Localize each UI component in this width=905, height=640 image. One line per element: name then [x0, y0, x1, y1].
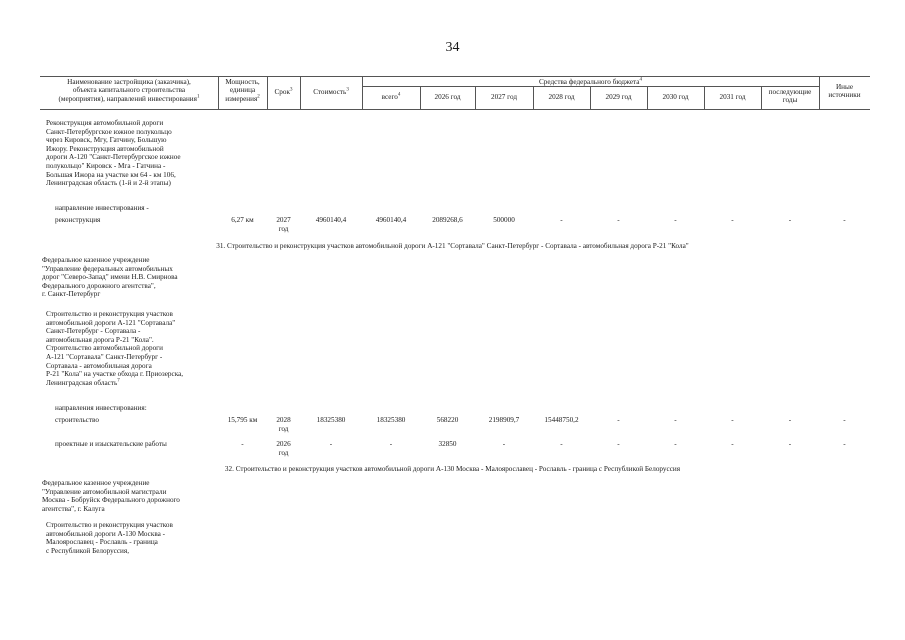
- row-2028: -: [560, 216, 563, 224]
- header-col-total-text: всего: [381, 93, 398, 101]
- row-2027: 500000: [493, 216, 515, 224]
- row-following: -: [788, 416, 792, 424]
- direction-label: направление инвестирования -: [55, 204, 149, 212]
- header-col-2030: 2030 год: [662, 93, 689, 101]
- row-cost: 18325380: [316, 416, 346, 424]
- object-description-text: Строительство и реконструкция участков автомобильной дороги А-121 "Сортавала" Санкт-Петербург - Сортавала - автомобильная дорога Р-21 "Кола". Строительство автомобильной дороги А-121 "Сортавала" Санкт-Петербург - Сортавала - автомобильная дорога Р-21 "Кола" на участке обхода г. Приозерска, Ленинградская область: [46, 310, 184, 387]
- header-col-2026: 2026 год: [434, 93, 461, 101]
- row-2026: 568220: [436, 416, 459, 424]
- row-cost: 4960140,4: [315, 216, 347, 224]
- header-col-capacity: [218, 78, 267, 103]
- section-title: 31. Строительство и реконструкция участков автомобильной дороги А-121 "Сортавала" Санкт-Петербург - Сортавала - автомобильная дорога Р-21 "Кола": [216, 242, 689, 250]
- footnote-mark: 2: [257, 94, 260, 100]
- row-2030: -: [674, 416, 677, 424]
- row-2028: 15448750,2: [544, 416, 579, 424]
- row-total: 18325380: [376, 416, 406, 424]
- row-2027: 2198909,7: [488, 416, 520, 424]
- header-federal-budget: [362, 78, 819, 86]
- row-total: -: [389, 440, 393, 448]
- header-col-term: [267, 88, 300, 96]
- header-col-2031: 2031 год: [719, 93, 746, 101]
- header-col-other: Иные источники: [828, 83, 861, 100]
- header-col-cost-text: Стоимость: [313, 88, 347, 96]
- footnote-mark: 7: [117, 378, 120, 384]
- object-description: [46, 310, 183, 387]
- header-col-term-text: Срок: [274, 88, 290, 96]
- header-col-capacity-text: Мощность, единица измерения: [225, 78, 260, 103]
- row-2029: -: [617, 216, 620, 224]
- row-2026: 2089268,6: [432, 216, 463, 224]
- row-name: строительство: [55, 416, 99, 424]
- row-2028: -: [560, 440, 563, 448]
- row-capacity: -: [241, 440, 244, 448]
- row-2029: -: [617, 416, 620, 424]
- footnote-mark: 3: [289, 87, 293, 93]
- row-2030: -: [674, 216, 677, 224]
- row-2030: -: [674, 440, 677, 448]
- row-2027: -: [502, 440, 506, 448]
- object-description: Реконструкция автомобильной дороги Санкт-Петербургское южное полукольцо через Кировск, Мгу, Гатчину, Большую Ижору. Реконструкция автомобильной дороги А-120 "Санкт-Петербургское южное полукольцо" Кировск - Мга - Гатчина - Большая Ижора на участке км 64 - км 106, Ленинградская область (1-й и 2-й этапы): [46, 119, 181, 188]
- row-other: -: [843, 216, 846, 224]
- header-col-name-text: Наименование застройщика (заказчика), объекта капитального строительства (мероприятия), направлений инвестирования: [58, 78, 197, 103]
- footnote-mark: 3: [346, 87, 349, 93]
- row-2031: -: [731, 216, 734, 224]
- developer-name: Федеральное казенное учреждение "Управление автомобильной магистрали Москва - Бобруйск Федерального дорожного агентства", г. Калуга: [42, 479, 180, 513]
- header-col-following: последующие годы: [768, 88, 812, 105]
- row-2031: -: [731, 440, 734, 448]
- developer-name: Федеральное казенное учреждение "Управление федеральных автомобильных дорог "Северо-Запад" имени Н.В. Смирнова Федерального дорожного агентства", г. Санкт-Петербург: [42, 256, 178, 299]
- row-total: 4960140,4: [375, 216, 407, 224]
- header-top-line: [40, 76, 870, 77]
- row-2029: -: [617, 440, 620, 448]
- header-bottom-line: [40, 109, 870, 110]
- footnote-mark: 4: [397, 92, 401, 98]
- row-name: реконструкция: [55, 216, 101, 224]
- header-col-cost: [300, 88, 362, 96]
- header-federal-budget-text: Средства федерального бюджета: [539, 78, 640, 86]
- row-term: 2027 год: [276, 216, 291, 233]
- header-col-2029: 2029 год: [605, 93, 632, 101]
- footnote-mark: 4: [639, 77, 642, 83]
- row-2031: -: [731, 416, 734, 424]
- header-col-2028: 2028 год: [548, 93, 575, 101]
- footnote-mark: 1: [196, 94, 200, 100]
- object-description: Строительство и реконструкция участков автомобильной дороги А-130 Москва - Малоярославец - Рославль - граница с Республикой Белоруссия,: [46, 521, 173, 555]
- row-2026: 32850: [438, 440, 457, 448]
- row-name: проектные и изыскательские работы: [55, 440, 167, 448]
- section-title: 32. Строительство и реконструкция участков автомобильной дороги А-130 Москва - Малоярославец - Рославль - граница с Республикой Белоруссия: [224, 465, 681, 473]
- row-term: 2026 год: [276, 440, 291, 457]
- row-following: -: [788, 216, 792, 224]
- header-col-name: [40, 78, 218, 103]
- row-capacity: 15,795 км: [227, 416, 258, 424]
- header-col-total: [362, 93, 420, 101]
- row-other: -: [843, 416, 846, 424]
- row-capacity: 6,27 км: [231, 216, 254, 224]
- row-other: -: [843, 440, 846, 448]
- page-number: 34: [445, 40, 460, 55]
- row-following: -: [788, 440, 792, 448]
- row-term: 2028 год: [276, 416, 291, 433]
- row-cost: -: [329, 440, 333, 448]
- direction-label: направления инвестирования:: [55, 404, 147, 412]
- header-col-2027: 2027 год: [491, 93, 517, 101]
